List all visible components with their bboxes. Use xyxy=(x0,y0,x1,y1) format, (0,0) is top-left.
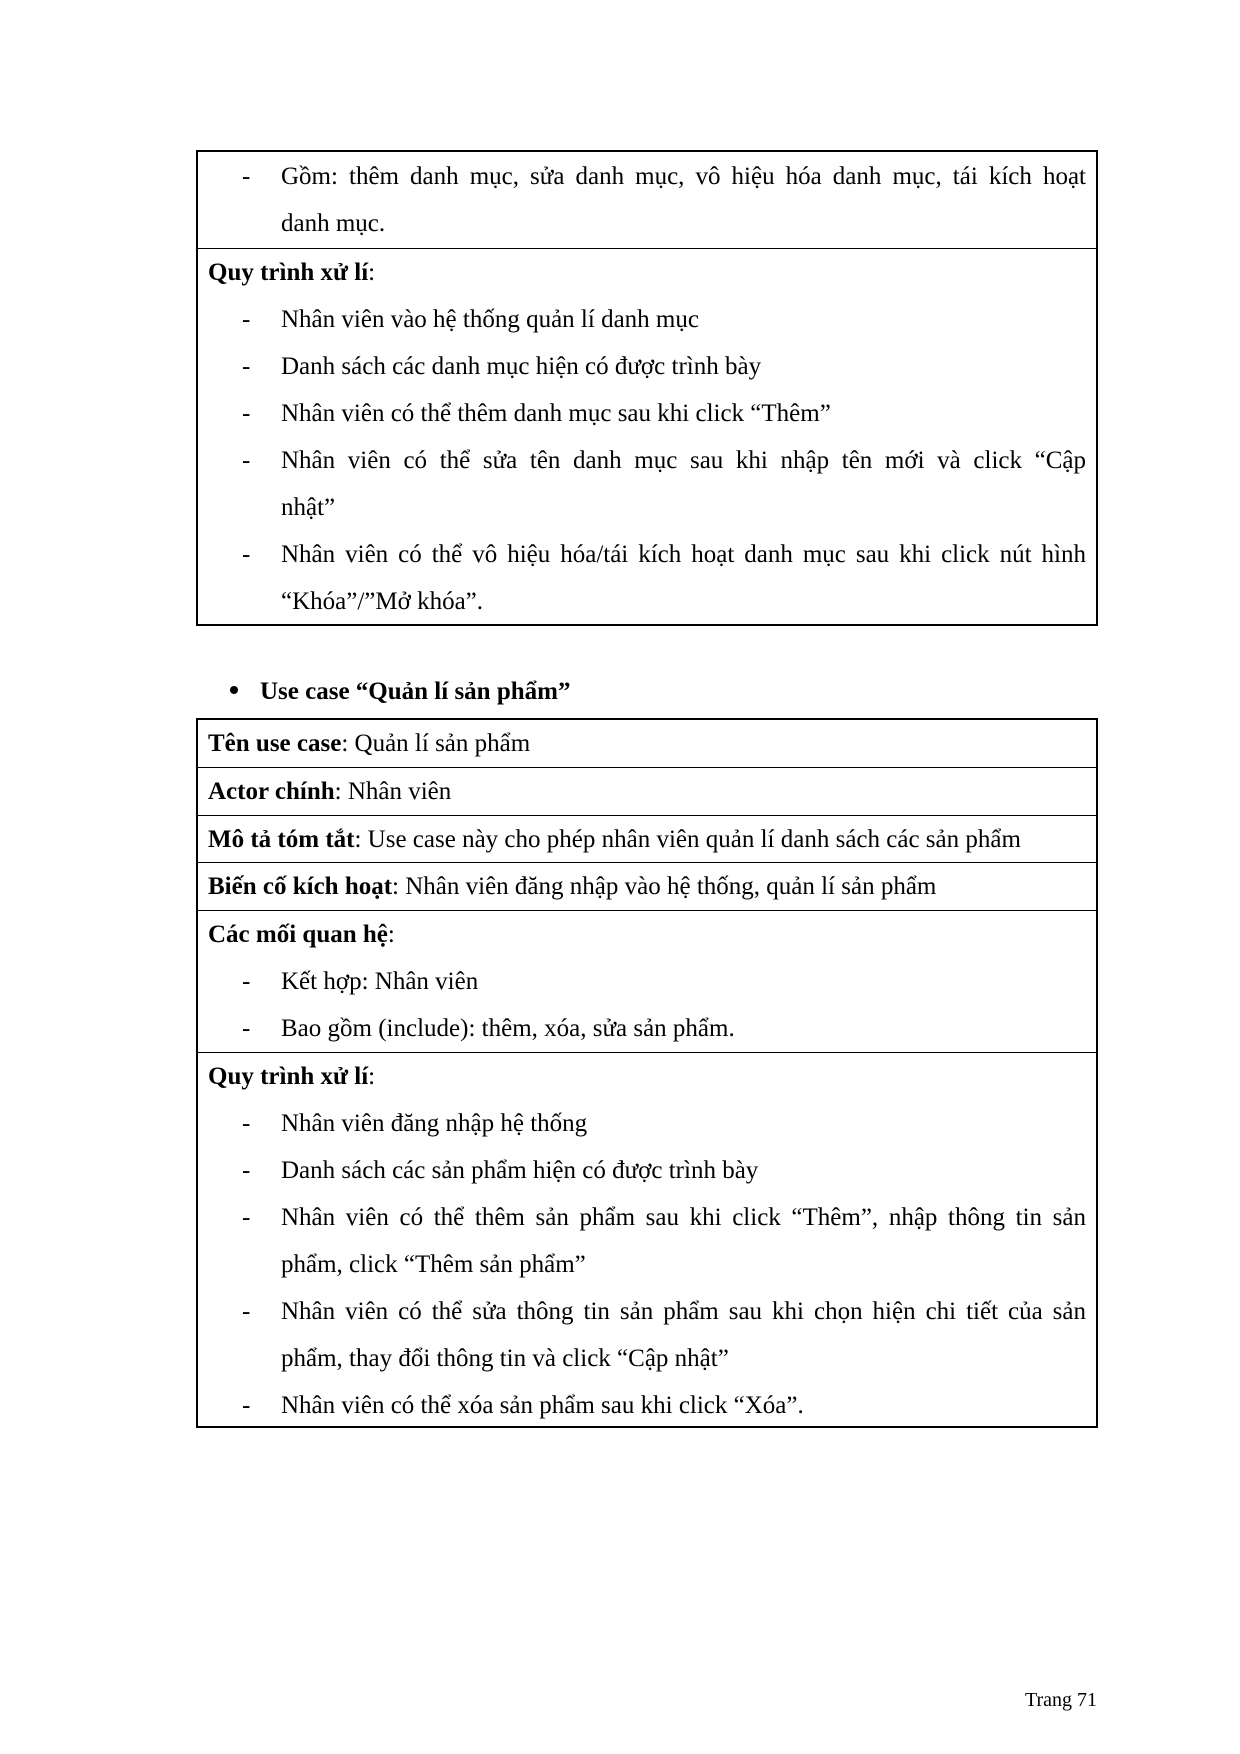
list-item xyxy=(208,1382,1086,1429)
list-item xyxy=(208,1100,1086,1147)
category-usecase-table xyxy=(196,150,1098,626)
process-cell xyxy=(198,248,1096,624)
list-dash: - xyxy=(242,400,251,427)
relations-row xyxy=(198,910,1096,1052)
list-item xyxy=(208,343,1086,390)
list-item xyxy=(208,1005,1086,1052)
list-text: nhật” xyxy=(281,494,336,521)
list-item-continuation xyxy=(208,484,1086,531)
list-dash: - xyxy=(242,1392,251,1419)
list-item xyxy=(208,437,1086,484)
summary-label: Mô tả tóm tắt xyxy=(208,826,355,853)
list-text: Kết hợp: Nhân viên xyxy=(281,968,479,995)
list-item xyxy=(208,1288,1086,1335)
trigger-label: Biến cố kích hoạt xyxy=(208,873,393,900)
list-dash: - xyxy=(242,968,251,995)
list-item xyxy=(208,1147,1086,1194)
list-item xyxy=(208,1194,1086,1241)
section-heading: Use case “Quản lí sản phẩm” xyxy=(230,668,570,715)
summary-value: : Use case này cho phép nhân viên quản lí danh sách các sản phẩm xyxy=(354,826,1021,853)
list-text: phẩm, thay đổi thông tin và click “Cập nhật” xyxy=(281,1345,729,1372)
trigger-row xyxy=(198,862,1096,910)
process-label: Quy trình xử lí: xyxy=(208,1063,376,1090)
list-text: Danh sách các danh mục hiện có được trình bày xyxy=(281,353,762,380)
list-text: Bao gồm (include): thêm, xóa, sửa sản phẩm. xyxy=(281,1015,735,1042)
list-text: “Khóa”/”Mở khóa”. xyxy=(281,588,484,615)
list-dash: - xyxy=(242,1204,251,1231)
list-text: phẩm, click “Thêm sản phẩm” xyxy=(281,1251,586,1278)
list-item xyxy=(208,153,1086,200)
usecase-name-row xyxy=(198,720,1096,767)
list-item xyxy=(208,390,1086,437)
list-item xyxy=(208,958,1086,1005)
relations-label: Các mối quan hệ: xyxy=(208,921,395,948)
list-item-continuation xyxy=(208,200,1086,247)
list-text: danh mục. xyxy=(281,210,386,237)
actor-value: : Nhân viên xyxy=(334,778,452,805)
includes-cell xyxy=(198,152,1096,248)
list-dash: - xyxy=(242,163,251,190)
list-dash: - xyxy=(242,1015,251,1042)
list-text: Gồm: thêm danh mục, sửa danh mục, vô hiệu hóa danh mục, tái kích hoạt xyxy=(281,163,1086,190)
list-text: Nhân viên có thể sửa tên danh mục sau khi nhập tên mới và click “Cập xyxy=(281,447,1086,474)
list-text: Nhân viên có thể xóa sản phẩm sau khi click “Xóa”. xyxy=(281,1392,804,1419)
process-label: Quy trình xử lí: xyxy=(208,259,376,286)
list-dash: - xyxy=(242,447,251,474)
usecase-name-value: : Quản lí sản phẩm xyxy=(341,730,531,757)
list-item xyxy=(208,296,1086,343)
list-text: Nhân viên đăng nhập hệ thống xyxy=(281,1110,588,1137)
list-text: Nhân viên vào hệ thống quản lí danh mục xyxy=(281,306,699,333)
page-number: Trang 71 xyxy=(1024,1689,1097,1711)
process-row xyxy=(198,1052,1096,1426)
list-dash: - xyxy=(242,1110,251,1137)
list-text: Nhân viên có thể thêm sản phẩm sau khi click “Thêm”, nhập thông tin sản xyxy=(281,1204,1086,1231)
list-text: Nhân viên có thể vô hiệu hóa/tái kích hoạt danh mục sau khi click nút hình xyxy=(281,541,1086,568)
list-item-continuation xyxy=(208,1335,1086,1382)
list-dash: - xyxy=(242,306,251,333)
list-item-continuation xyxy=(208,1241,1086,1288)
product-usecase-table xyxy=(196,718,1098,1428)
summary-row xyxy=(198,815,1096,862)
list-dash: - xyxy=(242,1157,251,1184)
list-dash: - xyxy=(242,1298,251,1325)
list-text: Danh sách các sản phẩm hiện có được trình bày xyxy=(281,1157,759,1184)
list-item-continuation xyxy=(208,578,1086,625)
list-dash: - xyxy=(242,353,251,380)
trigger-value: : Nhân viên đăng nhập vào hệ thống, quản lí sản phẩm xyxy=(392,873,937,900)
actor-label: Actor chính xyxy=(208,778,335,805)
list-text: Nhân viên có thể sửa thông tin sản phẩm sau khi chọn hiện chi tiết của sản xyxy=(281,1298,1086,1325)
usecase-name-label: Tên use case xyxy=(208,730,342,757)
list-item xyxy=(208,531,1086,578)
bullet-icon xyxy=(230,686,238,694)
list-dash: - xyxy=(242,541,251,568)
list-text: Nhân viên có thể thêm danh mục sau khi click “Thêm” xyxy=(281,400,831,427)
actor-row xyxy=(198,767,1096,815)
